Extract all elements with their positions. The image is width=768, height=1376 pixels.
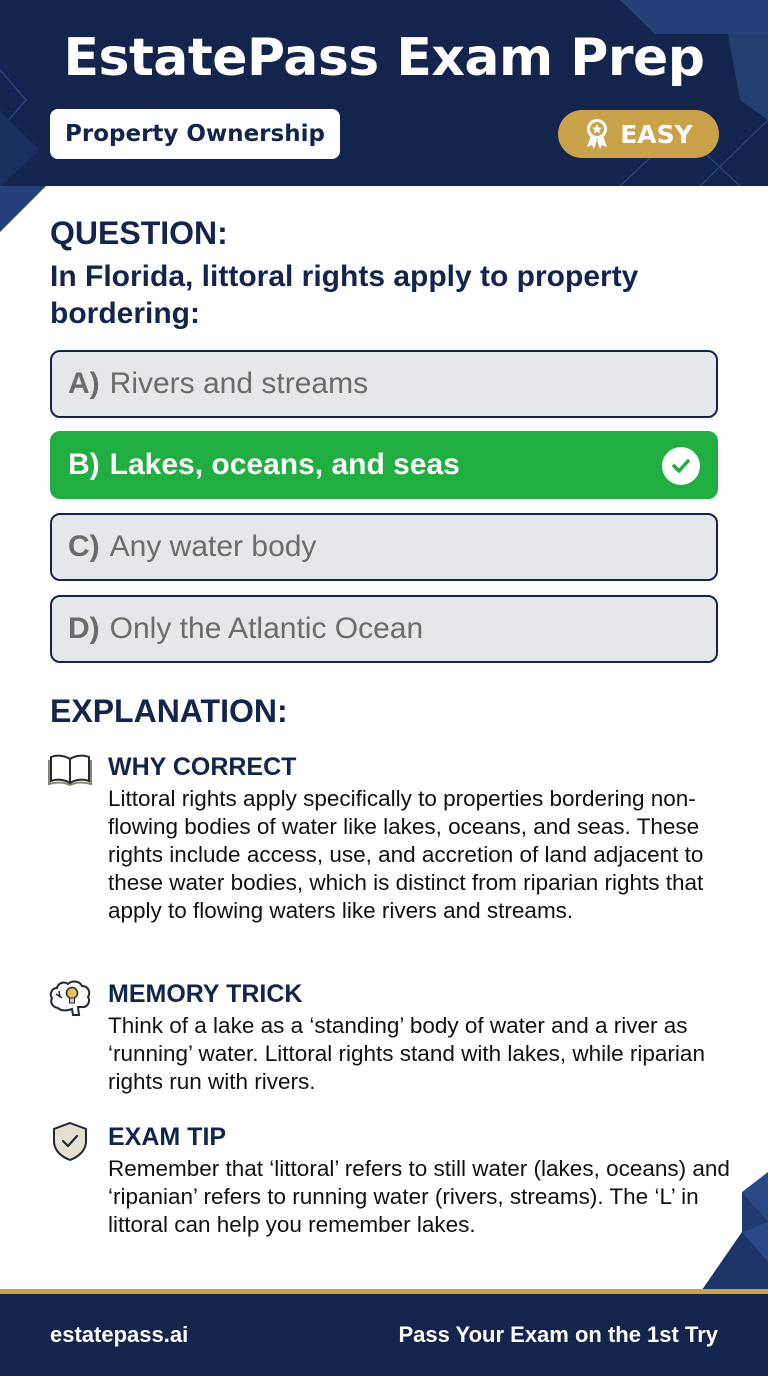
option-text: Rivers and streams [109, 367, 369, 400]
footer-site-link[interactable]: estatepass.ai [50, 1322, 189, 1347]
option-letter: A) [68, 367, 100, 400]
corner-decoration-top-left [0, 186, 46, 232]
header-banner [0, 0, 768, 186]
difficulty-badge [558, 110, 719, 158]
option-text: Only the Atlantic Ocean [109, 612, 424, 645]
app-title: EstatePass Exam Prep [63, 28, 705, 88]
option-text: Lakes, oceans, and seas [109, 448, 460, 481]
brain-lightbulb-icon [48, 978, 92, 1018]
section-title: WHY CORRECT [108, 753, 297, 781]
section-body: Littoral rights apply specifically to properties bordering non-flowing bodies of water like lakes, oceans, and seas. These rights include access, use, and accretion of land adjacent to these water bodies, which is distinct from riparian rights that apply to flowing waters like rivers and streams. [108, 786, 704, 923]
shield-check-icon [48, 1121, 92, 1161]
option-text: Any water body [109, 530, 317, 563]
corner-decoration-bottom-right [702, 1172, 768, 1290]
award-ribbon-icon [584, 118, 610, 150]
option-d[interactable] [50, 595, 718, 663]
footer-tagline: Pass Your Exam on the 1st Try [398, 1322, 718, 1347]
section-title: MEMORY TRICK [108, 980, 303, 1008]
option-b-correct[interactable] [50, 431, 718, 499]
open-book-icon [48, 751, 92, 791]
question-text: In Florida, littoral rights apply to property bordering: [50, 260, 639, 330]
check-circle-icon [662, 447, 700, 485]
section-body: Remember that ‘littoral’ refers to still water (lakes, oceans) and ‘ripanian’ refers to running water (rivers, streams). The ‘L’ in littoral can help you remember lakes. [108, 1156, 730, 1237]
section-body: Think of a lake as a ‘standing’ body of water and a river as ‘running’ water. Littoral rights stand with lakes, while riparian rights run with rivers. [108, 1013, 705, 1094]
option-c[interactable] [50, 513, 718, 581]
footer-bar [0, 1294, 768, 1376]
option-a[interactable] [50, 350, 718, 418]
section-title: EXAM TIP [108, 1123, 227, 1151]
option-letter: B) [68, 448, 100, 481]
option-letter: D) [68, 612, 100, 645]
option-letter: C) [68, 530, 100, 563]
question-heading: QUESTION: [50, 215, 228, 251]
difficulty-label: EASY [620, 119, 693, 149]
explanation-heading: EXPLANATION: [50, 693, 288, 729]
category-badge: Property Ownership [50, 109, 340, 159]
